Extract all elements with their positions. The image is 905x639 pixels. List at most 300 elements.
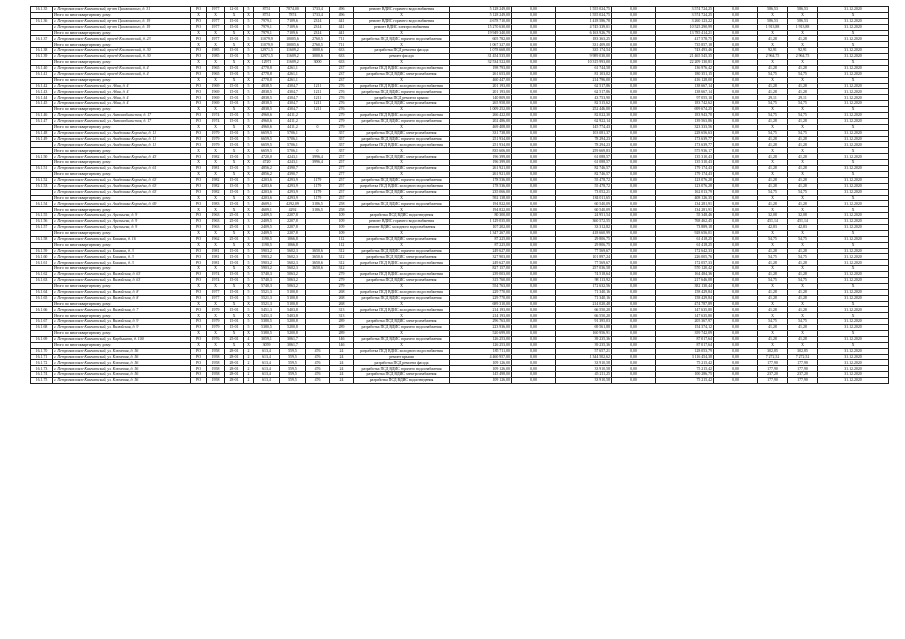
cell-f: Х xyxy=(225,124,244,130)
cell-a: 3059,1 xyxy=(254,336,280,342)
cell-f: 15-01 xyxy=(225,189,244,195)
cell-s8: 41,28 xyxy=(788,307,818,313)
cell-s4: 0,00 xyxy=(612,160,656,166)
cell-b: 5063,2 xyxy=(280,283,306,289)
cell-c: 476 xyxy=(306,348,330,354)
cell-s1: 178 536,00 xyxy=(450,177,512,183)
cell-s7: 41,28 xyxy=(758,272,788,278)
cell-s6: 0,00 xyxy=(714,107,758,113)
cell-a: 5740,3 xyxy=(254,277,280,283)
cell-s7: 237,20 xyxy=(758,372,788,378)
cell-s1: 265 958,00 xyxy=(450,101,512,107)
cell-dt: Х xyxy=(818,160,889,166)
cell-s6: 0,00 xyxy=(714,89,758,95)
cell-s6: 0,00 xyxy=(714,348,758,354)
cell-s1: 249 627,00 xyxy=(450,260,512,266)
cell-a: 613,4 xyxy=(254,360,280,366)
cell-s5: 743 493,46 xyxy=(656,48,714,54)
cell-dt: 31.12.2020 xyxy=(818,65,889,71)
cell-a: 613,4 xyxy=(254,378,280,384)
cell-b: 5706,1 xyxy=(280,142,306,148)
cell-s6: 0,00 xyxy=(714,372,758,378)
cell-t: РО xyxy=(191,236,207,242)
cell-e: Х xyxy=(244,148,254,154)
cell-dt: 31.12.2020 xyxy=(818,48,889,54)
cell-s2: 0,00 xyxy=(512,54,556,60)
cell-s7: 41,28 xyxy=(758,118,788,124)
cell-y: Х xyxy=(207,342,225,348)
cell-b: 4243,1 xyxy=(280,160,306,166)
cell-s2: 0,00 xyxy=(512,295,556,301)
cell-addr: г. Петропавловск-Камчатский, пр-кт Циолковского, д. 31 xyxy=(53,7,191,13)
cell-s4: 0,00 xyxy=(612,295,656,301)
cell-e: 5 xyxy=(244,142,254,148)
cell-t: Х xyxy=(191,107,207,113)
cell-f: 15-01 xyxy=(225,18,244,24)
cell-f: 15-01 xyxy=(225,295,244,301)
cell-c: 1179 xyxy=(306,189,330,195)
cell-f: 15-01 xyxy=(225,54,244,60)
cell-s6: 0,00 xyxy=(714,48,758,54)
cell-y: 1977 xyxy=(207,289,225,295)
cell-a: 1190,5 xyxy=(254,236,280,242)
cell-s6: 0,00 xyxy=(714,24,758,30)
cell-b: 2207,8 xyxy=(280,213,306,219)
cell-s4: 0,00 xyxy=(612,177,656,183)
cell-s5: 417 578,75 xyxy=(656,36,714,42)
cell-c: 3650,6 xyxy=(306,260,330,266)
cell-s2: 0,00 xyxy=(512,236,556,242)
cell-b: 4390,7 xyxy=(280,166,306,172)
cell-s3: 91 395,03 xyxy=(556,319,612,325)
cell-s3: 29 806,75 xyxy=(556,242,612,248)
cell-f: 15-01 xyxy=(225,272,244,278)
cell-a: 2409,5 xyxy=(254,230,280,236)
cell-s5: 138 667,14 xyxy=(656,89,714,95)
cell-s7: 42,83 xyxy=(758,224,788,230)
cell-s5: 172 057,33 xyxy=(656,260,714,266)
cell-s2: 0,00 xyxy=(512,325,556,331)
cell-s2: 0,00 xyxy=(512,266,556,272)
cell-s6: 0,00 xyxy=(714,242,758,248)
cell-s8: Х xyxy=(788,195,818,201)
cell-t: РО xyxy=(191,154,207,160)
cell-t: РО xyxy=(191,24,207,30)
cell-a: 5380,5 xyxy=(254,319,280,325)
cell-n: 16.1.74 xyxy=(31,372,53,378)
cell-t: РО xyxy=(191,224,207,230)
cell-s2: 0,00 xyxy=(512,154,556,160)
cell-w: Х xyxy=(354,12,450,18)
cell-f: Х xyxy=(225,313,244,319)
cell-s6: 0,00 xyxy=(714,366,758,372)
cell-addr: г. Петропавловск-Камчатский, ул. Абая, д. 4 xyxy=(53,101,191,107)
cell-dt: 31.12.2020 xyxy=(818,366,889,372)
cell-b: 5602,3 xyxy=(280,266,306,272)
cell-b: 5200,8 xyxy=(280,330,306,336)
cell-s1: 520 699,00 xyxy=(450,330,512,336)
cell-dt: Х xyxy=(818,313,889,319)
cell-f: Х xyxy=(225,148,244,154)
cell-w: Х xyxy=(354,42,450,48)
cell-s4: 0,00 xyxy=(612,342,656,348)
cell-s4: 0,00 xyxy=(612,12,656,18)
cell-s3: 418 660,99 xyxy=(556,230,612,236)
cell-s4: 0,00 xyxy=(612,7,656,13)
cell-s8: 54,75 xyxy=(788,189,818,195)
cell-s3: 33 312,82 xyxy=(556,224,612,230)
cell-n: 16.1.53 xyxy=(31,183,53,189)
cell-f: 25-01 xyxy=(225,336,244,342)
cell-t: РО xyxy=(191,189,207,195)
cell-w: разработка ПСД ВДИС горячего водоснабжения xyxy=(354,136,450,142)
cell-w: Х xyxy=(354,148,450,154)
cell-t: РО xyxy=(191,101,207,107)
cell-e: 5 xyxy=(244,325,254,331)
cell-t: Х xyxy=(191,195,207,201)
cell-s3: 160 956,91 xyxy=(556,330,612,336)
cell-s2: 0,00 xyxy=(512,183,556,189)
cell-addr: г. Петропавловск-Камчатский, проезд Космический, д. 4 xyxy=(53,65,191,71)
cell-n: 16.1.44 xyxy=(31,95,53,101)
cell-s1: 460 447,00 xyxy=(450,77,512,83)
cell-s3: 1 418 586,78 xyxy=(556,18,612,24)
cell-s7: 41,28 xyxy=(758,201,788,207)
cell-s6: 0,00 xyxy=(714,354,758,360)
cell-s5: 123 076,28 xyxy=(656,177,714,183)
cell-s6: 0,00 xyxy=(714,283,758,289)
cell-s7: 41,28 xyxy=(758,154,788,160)
cell-b: 5403,8 xyxy=(280,307,306,313)
cell-s3: 69 561,88 xyxy=(556,325,612,331)
cell-a: 4778,8 xyxy=(254,77,280,83)
cell-s7: Х xyxy=(758,148,788,154)
cell-c: 476 xyxy=(306,354,330,360)
cell-d: 496 xyxy=(330,7,354,13)
cell-s2: 0,00 xyxy=(512,378,556,384)
cell-s3: 81 103,02 xyxy=(556,71,612,77)
cell-d: 268 xyxy=(330,301,354,307)
cell-s5: 138 667,14 xyxy=(656,83,714,89)
cell-d: 268 xyxy=(330,295,354,301)
cell-y: 1969 xyxy=(207,101,225,107)
cell-addr: г. Петропавловск-Камчатский, ул. Академика Королёва, д. 11 xyxy=(53,136,191,142)
cell-s8: 54,75 xyxy=(788,319,818,325)
cell-s2: 0,00 xyxy=(512,107,556,113)
cell-d: 277 xyxy=(330,171,354,177)
cell-s8: 2 964,75 xyxy=(788,54,818,60)
cell-dt: 31.12.2020 xyxy=(818,348,889,354)
cell-y: 1974 xyxy=(207,277,225,283)
cell-n: 16.1.50 xyxy=(31,154,53,160)
cell-addr: г. Петропавловск-Камчатский, ул. Абая, д. 4 xyxy=(53,89,191,95)
cell-d: 24 xyxy=(330,360,354,366)
cell-a: 8751 xyxy=(254,7,280,13)
cell-s1: 239 003,00 xyxy=(450,272,512,278)
cell-s3: 10 315 993,00 xyxy=(556,60,612,66)
cell-s1: 327 903,00 xyxy=(450,254,512,260)
cell-b: 3061,7 xyxy=(280,342,306,348)
cell-d: 633 xyxy=(330,60,354,66)
cell-a: 4960,6 xyxy=(254,124,280,130)
cell-n: 16.1.65 xyxy=(31,295,53,301)
cell-dt: 31.12.2020 xyxy=(818,118,889,124)
cell-w: разработка ПСД ремонта фасада xyxy=(354,48,450,54)
cell-s8: 54,75 xyxy=(788,130,818,136)
cell-dt: 31.12.2020 xyxy=(818,95,889,101)
cell-y: 1977 xyxy=(207,18,225,24)
cell-s1: 261 921,00 xyxy=(450,166,512,172)
cell-s2: 0,00 xyxy=(512,65,556,71)
cell-a: 5903,2 xyxy=(254,248,280,254)
cell-s2: 0,00 xyxy=(512,230,556,236)
cell-f: Х xyxy=(225,160,244,166)
cell-s8: 54,75 xyxy=(788,101,818,107)
cell-s7: Х xyxy=(758,171,788,177)
cell-s1: 214 193,00 xyxy=(450,313,512,319)
cell-b: 11609,2 xyxy=(280,60,306,66)
cell-y: 1981 xyxy=(207,248,225,254)
cell-a: 4838,5 xyxy=(254,95,280,101)
cell-w: разработка ПСД ВДИС горячего водоснабжения xyxy=(354,336,450,342)
cell-d: 257 xyxy=(330,177,354,183)
cell-dt: 31.12.2020 xyxy=(818,372,889,378)
cell-s7: 54,75 xyxy=(758,130,788,136)
cell-s3: 331 409,00 xyxy=(556,42,612,48)
cell-s1: 15 270 630,00 xyxy=(450,24,512,30)
cell-d: 112 xyxy=(330,236,354,242)
cell-s7: 41,28 xyxy=(758,142,788,148)
cell-s1: 605 782,00 xyxy=(450,36,512,42)
cell-c: 1211 xyxy=(306,83,330,89)
cell-e: 5 xyxy=(244,289,254,295)
cell-a: 4203,6 xyxy=(254,189,280,195)
cell-b: 4261,1 xyxy=(280,65,306,71)
cell-s6: 0,00 xyxy=(714,277,758,283)
cell-s2: 0,00 xyxy=(512,272,556,278)
cell-s2: 0,00 xyxy=(512,213,556,219)
cell-y: 1965 xyxy=(207,71,225,77)
cell-s8: 41,28 xyxy=(788,65,818,71)
cell-y: 1979 xyxy=(207,325,225,331)
cell-c: 3996,4 xyxy=(306,154,330,160)
cell-w: Х xyxy=(354,60,450,66)
cell-s3: 78 294,23 xyxy=(556,142,612,148)
cell-s4: 0,00 xyxy=(612,83,656,89)
cell-w: разработка ПСД ВДИС электроснабжения xyxy=(354,319,450,325)
cell-s1: 261 653,00 xyxy=(450,71,512,77)
cell-s7: 451,14 xyxy=(758,219,788,225)
cell-s1: 32 534 522,00 xyxy=(450,60,512,66)
cell-t: РО xyxy=(191,65,207,71)
cell-d: 279 xyxy=(330,124,354,130)
cell-s3: 214 020,48 xyxy=(556,301,612,307)
cell-s2: 0,00 xyxy=(512,277,556,283)
cell-c: 1733,4 xyxy=(306,7,330,13)
cell-s4: 0,00 xyxy=(612,107,656,113)
cell-s2: 0,00 xyxy=(512,148,556,154)
cell-f: 28-01 xyxy=(225,366,244,372)
cell-f: 15-01 xyxy=(225,325,244,331)
cell-dt: 31.12.2020 xyxy=(818,101,889,107)
cell-s1: 202 486,00 xyxy=(450,118,512,124)
cell-addr: г. Петропавловск-Камчатский, ул. Академика Королёва, д. 63 xyxy=(53,177,191,183)
cell-e: Х xyxy=(244,60,254,66)
cell-s2: 0,00 xyxy=(512,142,556,148)
cell-s5: 164 484,36 xyxy=(656,272,714,278)
cell-a: 6659,5 xyxy=(254,142,280,148)
cell-addr: Итого по многоквартирному дому: xyxy=(53,283,191,289)
cell-s2: 0,00 xyxy=(512,71,556,77)
cell-s2: 0,00 xyxy=(512,101,556,107)
cell-s4: 0,00 xyxy=(612,378,656,384)
cell-s7: 7 272,52 xyxy=(758,354,788,360)
cell-d: 289 xyxy=(330,325,354,331)
cell-s1: 827 157,00 xyxy=(450,266,512,272)
cell-s7: 54,75 xyxy=(758,189,788,195)
cell-n: 16.1.54 xyxy=(31,201,53,207)
cell-s1: 87 225,00 xyxy=(450,236,512,242)
cell-d: 441 xyxy=(330,24,354,30)
cell-s6: 0,00 xyxy=(714,325,758,331)
cell-a: 4609,1 xyxy=(254,207,280,213)
cell-s8: 41,28 xyxy=(788,83,818,89)
cell-addr: Итого по многоквартирному дому: xyxy=(53,60,191,66)
cell-dt: 31.12.2020 xyxy=(818,166,889,172)
cell-addr: г. Петропавловск-Камчатский, ул. Академика Королёва, д. 63 xyxy=(53,189,191,195)
cell-n: 16.1.36 xyxy=(31,18,53,24)
cell-s6: 0,00 xyxy=(714,213,758,219)
cell-d: 24 xyxy=(330,366,354,372)
cell-s6: 0,00 xyxy=(714,42,758,48)
cell-n: 16.1.72 xyxy=(31,360,53,366)
cell-f: Х xyxy=(225,301,244,307)
cell-f: 28-01 xyxy=(225,354,244,360)
cell-dt: Х xyxy=(818,124,889,130)
cell-c: 3000,6 xyxy=(306,54,330,60)
cell-s7: 41,28 xyxy=(758,36,788,42)
cell-b: 5100,8 xyxy=(280,295,306,301)
cell-w: разработка ПСД ВДИС электроснабжения xyxy=(354,154,450,160)
cell-s2: 0,00 xyxy=(512,360,556,366)
cell-t: Х xyxy=(191,230,207,236)
cell-s4: 0,00 xyxy=(612,136,656,142)
cell-n: 16.1.51 xyxy=(31,166,53,172)
cell-s6: 0,00 xyxy=(714,319,758,325)
cell-t: РО xyxy=(191,201,207,207)
cell-s4: 0,00 xyxy=(612,354,656,360)
cell-s3: 9 989 030,00 xyxy=(556,54,612,60)
cell-s3: 259 669,83 xyxy=(556,148,612,154)
cell-s3: 183 363,25 xyxy=(556,36,612,42)
cell-s4: 0,00 xyxy=(612,219,656,225)
cell-s4: 0,00 xyxy=(612,325,656,331)
cell-s6: 0,00 xyxy=(714,83,758,89)
cell-f: 15-01 xyxy=(225,307,244,313)
cell-s3: 252 446,00 xyxy=(556,107,612,113)
cell-s6: 0,00 xyxy=(714,272,758,278)
cell-d: 279 xyxy=(330,277,354,283)
cell-y: 1969 xyxy=(207,89,225,95)
cell-s5: 162 013,79 xyxy=(656,189,714,195)
cell-s8: 54,75 xyxy=(788,236,818,242)
cell-addr: г. Петропавловск-Камчатский, ул. Ключевая, д. 56 xyxy=(53,348,191,354)
cell-y: Х xyxy=(207,171,225,177)
cell-s8: 451,14 xyxy=(788,219,818,225)
cell-t: РО xyxy=(191,366,207,372)
cell-dt: Х xyxy=(818,107,889,113)
cell-w: ремонт ВДИС горячего водоснабжения xyxy=(354,7,450,13)
cell-w: ремонт фасада xyxy=(354,54,450,60)
cell-c: 2760,5 xyxy=(306,36,330,42)
cell-e: 5 xyxy=(244,48,254,54)
cell-c: 476 xyxy=(306,372,330,378)
cell-b: 5706,1 xyxy=(280,136,306,142)
cell-s2: 0,00 xyxy=(512,12,556,18)
cell-e: 5 xyxy=(244,83,254,89)
cell-s8: 41,28 xyxy=(788,36,818,42)
cell-s7: 41,28 xyxy=(758,166,788,172)
cell-c: 2314 xyxy=(306,30,330,36)
cell-c: 1179 xyxy=(306,195,330,201)
cell-b: 7109,6 xyxy=(280,18,306,24)
cell-y: 1977 xyxy=(207,24,225,30)
table-body xyxy=(31,7,889,384)
cell-s1: 251 934,00 xyxy=(450,142,512,148)
cell-e: 5 xyxy=(244,260,254,266)
cell-t: Х xyxy=(191,171,207,177)
cell-s3: 77 569,67 xyxy=(556,248,612,254)
cell-s4: 0,00 xyxy=(612,189,656,195)
cell-s7: 177,90 xyxy=(758,360,788,366)
cell-c: 3186,5 xyxy=(306,207,330,213)
cell-s2: 0,00 xyxy=(512,177,556,183)
cell-f: 15-01 xyxy=(225,83,244,89)
cell-s1: 109 126,00 xyxy=(450,360,512,366)
cell-s6: 0,00 xyxy=(714,65,758,71)
cell-f: Х xyxy=(225,30,244,36)
cell-e: 5 xyxy=(244,177,254,183)
cell-w: разработка ПСД ВДИС горячего водоснабжения xyxy=(354,295,450,301)
cell-s8: 42,83 xyxy=(788,224,818,230)
cell-n: 16.1.47 xyxy=(31,118,53,124)
cell-a: 5903,2 xyxy=(254,260,280,266)
cell-dt: 31.12.2020 xyxy=(818,336,889,342)
cell-s7: Х xyxy=(758,342,788,348)
cell-d: 279 xyxy=(330,272,354,278)
cell-s6: 0,00 xyxy=(714,183,758,189)
cell-y: 1965 xyxy=(207,65,225,71)
cell-a: 5521,3 xyxy=(254,289,280,295)
cell-s5: 75 215,42 xyxy=(656,378,714,384)
cell-s1: 296 763,00 xyxy=(450,319,512,325)
cell-s1: 194 822,00 xyxy=(450,207,512,213)
cell-c: 1211 xyxy=(306,101,330,107)
cell-b: 559,5 xyxy=(280,354,306,360)
cell-s7: 41,28 xyxy=(758,289,788,295)
cell-s8: 41,28 xyxy=(788,260,818,266)
cell-a: 6659,5 xyxy=(254,148,280,154)
cell-d: 312 xyxy=(330,266,354,272)
cell-s1: 194 822,00 xyxy=(450,201,512,207)
cell-s2: 0,00 xyxy=(512,307,556,313)
cell-s2: 0,00 xyxy=(512,113,556,119)
cell-s2: 0,00 xyxy=(512,136,556,142)
cell-w: разработка ПСД ВДИС горячего водоснабжения xyxy=(354,118,450,124)
cell-addr: г. Петропавловск-Камчатский, ул. Академика Королёва, д. 43 xyxy=(53,154,191,160)
cell-e: Х xyxy=(244,30,254,36)
cell-c: 3650,6 xyxy=(306,254,330,260)
